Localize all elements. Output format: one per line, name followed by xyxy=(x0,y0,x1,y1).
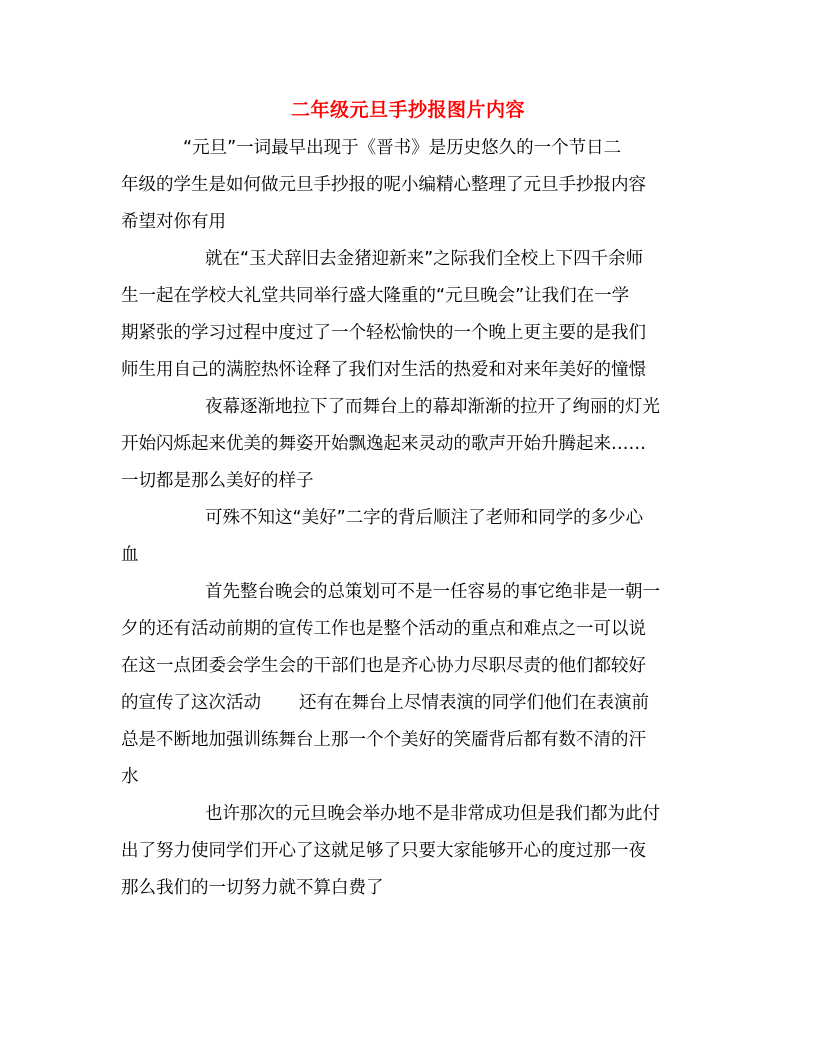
text-line: 一切都是那么美好的样子 xyxy=(121,471,314,491)
text-line: 年级的学生是如何做元旦手抄报的呢小编精心整理了元旦手抄报内容 xyxy=(121,175,646,195)
text-line: 那么我们的一切努力就不算白费了 xyxy=(121,878,384,898)
text-line: 水 xyxy=(121,767,139,787)
text-line: 在这一点团委会学生会的干部们也是齐心协力尽职尽责的他们都较好 xyxy=(121,656,646,676)
text-line: 总是不断地加强训练舞台上那一个个美好的笑靥背后都有数不清的汗 xyxy=(121,730,646,750)
text-line: 夜幕逐渐地拉下了而舞台上的幕却渐渐的拉开了绚丽的灯光 xyxy=(205,397,660,417)
document-title: 二年级元旦手抄报图片内容 xyxy=(290,99,525,121)
text-line: 开始闪烁起来优美的舞姿开始飘逸起来灵动的歌声开始升腾起来…… xyxy=(121,434,646,454)
document-body xyxy=(121,130,693,907)
text-line-with-gap xyxy=(121,685,693,722)
text-line: 出了努力使同学们开心了这就足够了只要大家能够开心的度过那一夜 xyxy=(121,841,646,861)
text-line: 生一起在学校大礼堂共同举行盛大隆重的“元旦晚会”让我们在一学 xyxy=(121,286,630,306)
text-line: 首先整台晚会的总策划可不是一任容易的事它绝非是一朝一 xyxy=(205,582,660,602)
text-line: 也许那次的元旦晚会举办地不是非常成功但是我们都为此付 xyxy=(205,804,660,824)
text-segment: 还有在舞台上尽情表演的同学们他们在表演前 xyxy=(299,693,649,713)
text-line: 就在“玉犬辞旧去金猪迎新来”之际我们全校上下四千余师 xyxy=(205,249,644,269)
text-line: 期紧张的学习过程中度过了一个轻松愉快的一个晚上更主要的是我们 xyxy=(121,323,646,343)
text-line: 血 xyxy=(121,545,139,565)
text-line: 可殊不知这“美好”二字的背后顺注了老师和同学的多少心 xyxy=(205,508,644,528)
text-line: 夕的还有活动前期的宣传工作也是整个活动的重点和难点之一可以说 xyxy=(121,619,646,639)
text-segment: 的宣传了这次活动 xyxy=(121,693,261,713)
text-line: 希望对你有用 xyxy=(121,212,226,232)
text-line: “元旦”一词最早出现于《晋书》是历史悠久的一个节日二 xyxy=(183,138,622,158)
text-line: 师生用自己的满腔热怀诠释了我们对生活的热爱和对来年美好的憧憬 xyxy=(121,360,646,380)
